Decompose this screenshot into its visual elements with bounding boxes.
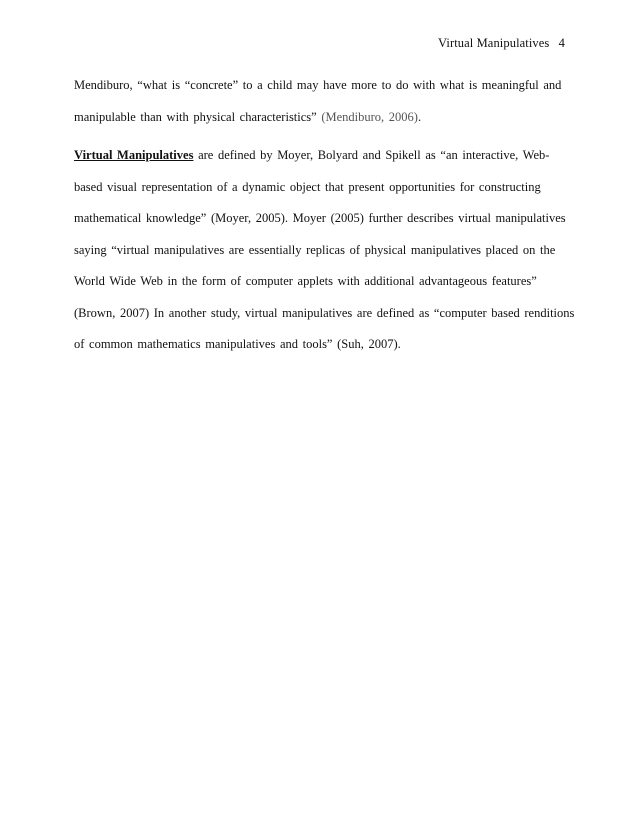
paragraph-2-line-7: of common mathematics manipulatives and tools” (Suh, 2007). (74, 337, 401, 351)
citation-mendiburo: (Mendiburo, 2006) (321, 109, 418, 124)
paragraph-1-quote-end: manipulable than with physical characteristics” (74, 109, 317, 124)
paragraph-2-line-2: based visual representation of a dynamic object that present opportunities for constructing (74, 179, 541, 194)
paragraph-2-line-4: saying “virtual manipulatives are essentially replicas of physical manipulatives placed on the (74, 242, 556, 257)
paragraph-2-line-1-rest: are defined by Moyer, Bolyard and Spikell as “an interactive, Web- (193, 148, 550, 162)
paragraph-2-line-3: mathematical knowledge” (Moyer, 2005). Moyer (2005) further describes virtual manipulatives (74, 211, 566, 225)
paragraph-gap (74, 133, 574, 140)
body-text (74, 70, 574, 361)
paragraph-1-period: . (417, 109, 422, 124)
paragraph-2-line-6: (Brown, 2007) In another study, virtual manipulatives are defined as “computer based renditions (74, 305, 575, 320)
running-head (438, 36, 565, 51)
paragraph-2-line-5: World Wide Web in the form of computer applets with additional advantageous features” (74, 274, 537, 288)
running-head-title: Virtual Manipulatives (438, 36, 550, 50)
defined-term: Virtual Manipulatives (74, 148, 194, 162)
paragraph-1-line-1: Mendiburo, “what is “concrete” to a child may have more to do with what is meaningful and (74, 78, 562, 92)
page-number: 4 (558, 36, 565, 50)
paragraph-1-line-2 (74, 102, 574, 134)
paragraph-2-line-1 (74, 140, 574, 172)
